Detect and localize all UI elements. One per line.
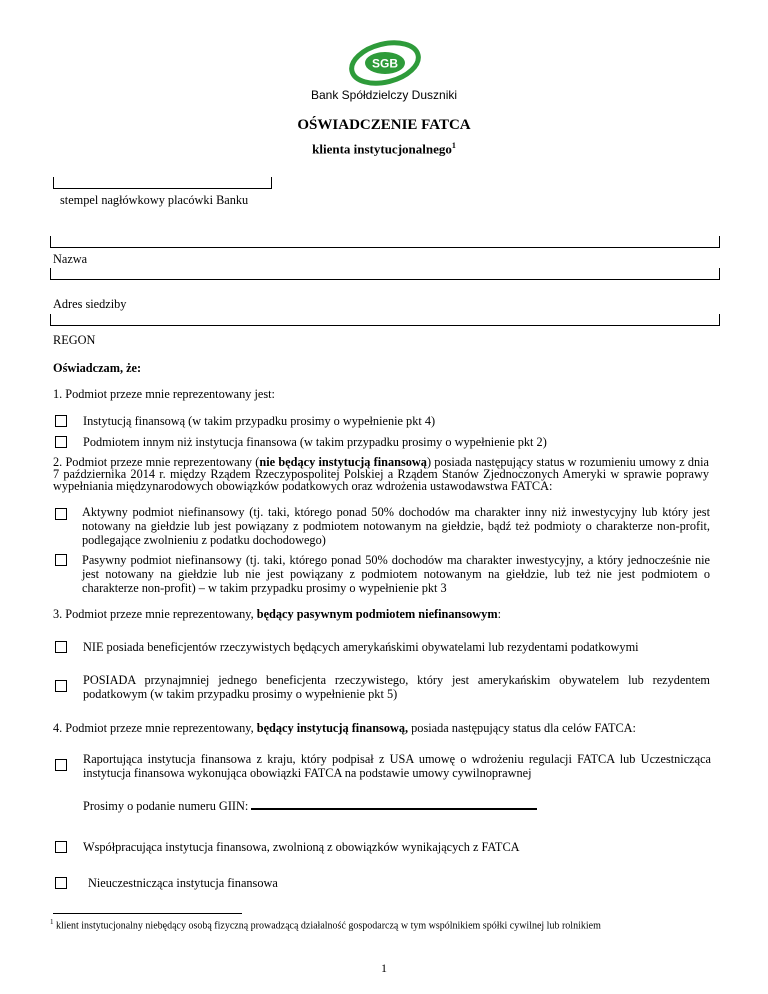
giin-row (83, 796, 537, 814)
checkbox-s4-cooperating[interactable] (55, 841, 67, 853)
s1-option-other: Podmiotem innym niż instytucja finansowa (w takim przypadku prosimy o wypełnienie pkt 2) (83, 435, 547, 449)
s2-option-passive: Pasywny podmiot niefinansowy (tj. taki, którego ponad 50% dochodów ma charakter inwestycyjny, a który jednocześnie nie jest notowany na giełdzie lub nie jest powiązany z podmiotem notowanym na giełdzie, lub też nie jest podmiotem o charakterze non-profit) – w takim przypadku prosimy o wypełnienie pkt 3 (82, 553, 710, 595)
giin-label: Prosimy o podanie numeru GIIN: (83, 799, 252, 813)
regon-field[interactable] (50, 313, 720, 326)
section-4-heading (53, 721, 636, 736)
checkbox-s3-no-beneficiaries[interactable] (55, 641, 67, 653)
page-number: 1 (381, 961, 387, 975)
s4-option-nonparticipating: Nieuczestnicząca instytucja finansowa (88, 876, 278, 890)
s2-post: ) posiada następujący status w rozumieniu umowy z dnia 7 października 2014 r. między Rządem Rzeczypospolitej Polskiej a Rządem Stanów Zjednoczonych Ameryki w sprawie poprawy wypełniania międzynarodowych obowiązków podatkowych oraz wdrożenia ustawodawstwa FATCA: (53, 455, 709, 493)
checkbox-s4-nonparticipating[interactable] (55, 877, 67, 889)
page-subtitle (0, 141, 768, 157)
declaration-heading: Oświadczam, że: (53, 361, 142, 375)
stamp-label: stempel nagłówkowy placówki Banku (60, 193, 249, 207)
footnote-ref: 1 (451, 141, 456, 150)
page-title: OŚWIADCZENIE FATCA (297, 117, 471, 133)
s4-bold: będący instytucją finansową, (256, 721, 409, 735)
checkbox-s4-reporting[interactable] (55, 759, 67, 771)
giin-input[interactable] (251, 796, 537, 810)
s3-option-no: NIE posiada beneficjentów rzeczywistych będących amerykańskimi obywatelami lub rezydentami podatkowymi (83, 640, 639, 654)
address-label: Adres siedziby (53, 297, 127, 311)
s2-bold: nie będący instytucją finansową (259, 455, 427, 469)
s4-option-reporting: Raportująca instytucja finansowa z kraju, który podpisał z USA umowę o wdrożeniu regulacji FATCA lub Uczestnicząca instytucja finansowa wykonująca obowiązki FATCA na podstawie umowy cywilnoprawnej (83, 752, 711, 780)
s3-pre: 3. Podmiot przeze mnie reprezentowany, (53, 607, 257, 621)
s3-bold: będący pasywnym podmiotem niefinansowym (256, 607, 498, 621)
stamp-field[interactable] (53, 176, 272, 189)
bank-logo (347, 40, 423, 86)
s2-option-active: Aktywny podmiot niefinansowy (tj. taki, którego ponad 50% dochodów ma charakter inny niż inwestycyjny lub który jest notowany na giełdzie lub jest powiązany z podmiotem notowanym na giełdzie, bądź też podmioty o charakterze non-profit, podlegające zwolnieniu z podatku dochodowego) (82, 505, 710, 547)
checkbox-s2-passive[interactable] (55, 554, 67, 566)
footnote (50, 918, 601, 931)
checkbox-s1-financial[interactable] (55, 415, 67, 427)
name-field[interactable] (50, 235, 720, 248)
subtitle-text: klienta instytucjonalnego (312, 141, 452, 157)
section-3-heading (53, 607, 501, 622)
s2-pre: 2. Podmiot przeze mnie reprezentowany ( (53, 455, 260, 469)
s4-post: posiada następujący status dla celów FATCA: (408, 721, 636, 735)
section-1-heading: 1. Podmiot przeze mnie reprezentowany jest: (53, 387, 275, 401)
logo-text: SGB (371, 56, 399, 71)
address-field[interactable] (50, 267, 720, 280)
checkbox-s1-other[interactable] (55, 436, 67, 448)
s1-option-financial: Instytucją finansową (w takim przypadku prosimy o wypełnienie pkt 4) (83, 414, 436, 428)
s4-option-cooperating: Współpracująca instytucja finansowa, zwolnioną z obowiązków wynikających z FATCA (83, 840, 520, 854)
bank-name: Bank Spółdzielczy Duszniki (310, 88, 458, 102)
name-label: Nazwa (53, 252, 88, 266)
footnote-number: 1 (50, 918, 54, 926)
section-2-heading (53, 456, 709, 492)
footnote-text: klient instytucjonalny niebędący osobą fizyczną prowadzącą działalność gospodarczą w tym wspólnikiem spółki cywilnej lub rolnikiem (53, 920, 601, 932)
footnote-divider (53, 913, 242, 914)
s3-post: : (497, 607, 501, 621)
checkbox-s3-has-beneficiary[interactable] (55, 680, 67, 692)
s4-pre: 4. Podmiot przeze mnie reprezentowany, (53, 721, 257, 735)
checkbox-s2-active[interactable] (55, 508, 67, 520)
regon-label: REGON (53, 333, 96, 347)
s3-option-yes: POSIADA przynajmniej jednego beneficjenta rzeczywistego, który jest amerykańskim obywatelem lub rezydentem podatkowym (w takim przypadku prosimy o wypełnienie pkt 5) (83, 673, 710, 701)
